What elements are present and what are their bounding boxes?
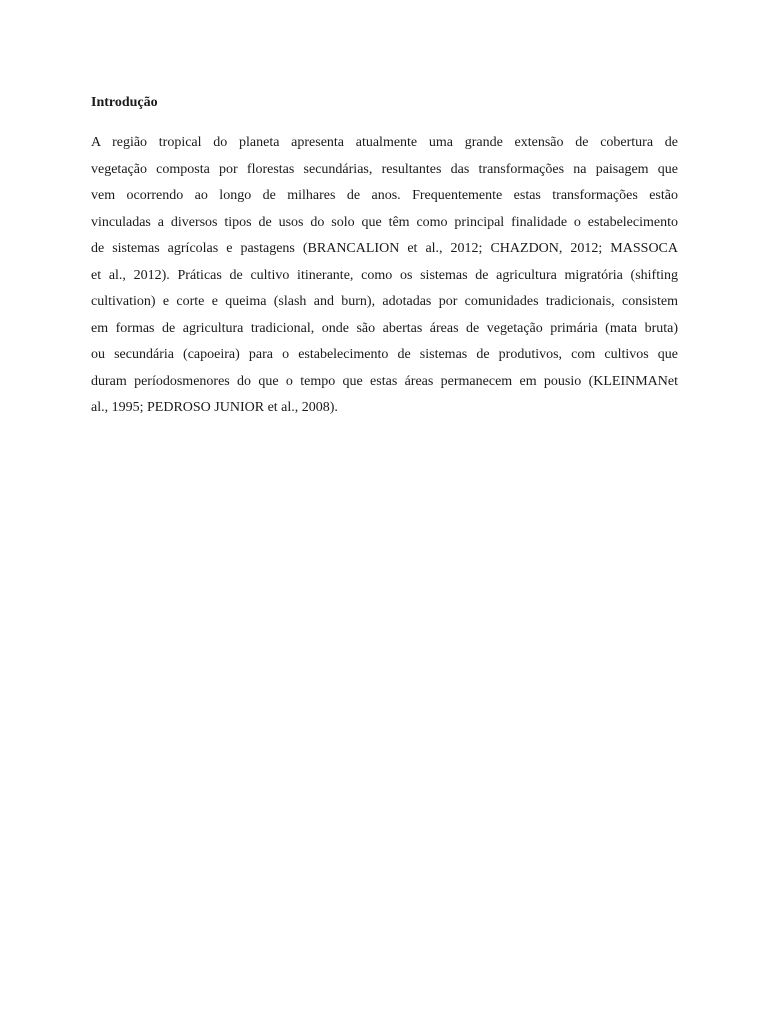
section-heading: Introdução (91, 95, 158, 110)
paragraph-line: A região tropical do planeta apresenta atualmente uma grande extensão de cobertura de (91, 135, 678, 150)
paragraph-line: duram períodosmenores do que o tempo que estas áreas permanecem em pousio (KLEINMANet (91, 373, 678, 389)
paragraph-line: al., 1995; PEDROSO JUNIOR et al., 2008). (91, 400, 338, 415)
paragraph-line: ou secundária (capoeira) para o estabelecimento de sistemas de produtivos, com cultivos que (91, 347, 678, 362)
paragraph-line: em formas de agricultura tradicional, onde são abertas áreas de vegetação primária (mata bruta) (91, 320, 678, 336)
paragraph-line: vem ocorrendo ao longo de milhares de anos. Frequentemente estas transformações estão (91, 188, 678, 203)
paragraph-line: et al., 2012). Práticas de cultivo itinerante, como os sistemas de agricultura migratória (shifting (91, 267, 678, 283)
paragraph-line: vegetação composta por florestas secundárias, resultantes das transformações na paisagem que (91, 161, 678, 177)
paragraph-line: de sistemas agrícolas e pastagens (BRANCALION et al., 2012; CHAZDON, 2012; MASSOCA (91, 241, 678, 256)
paragraph-line: cultivation) e corte e queima (slash and burn), adotadas por comunidades tradicionais, consistem (91, 294, 678, 309)
body-paragraph (91, 130, 678, 422)
paragraph-line: vinculadas a diversos tipos de usos do solo que têm como principal finalidade o estabelecimento (91, 214, 678, 230)
